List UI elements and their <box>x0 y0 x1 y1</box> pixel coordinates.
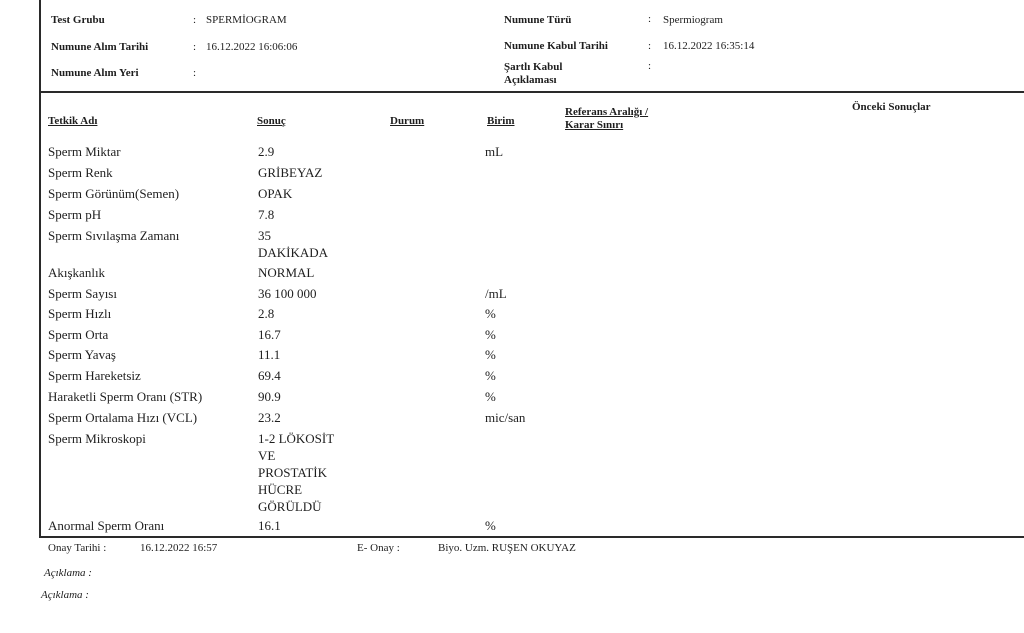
row-name: Sperm pH <box>48 207 102 222</box>
row-name: Sperm Miktar <box>48 144 121 159</box>
colon: : <box>648 13 652 25</box>
row-unit: % <box>485 368 496 383</box>
row-name: Sperm Yavaş <box>48 347 116 362</box>
row-name: Akışkanlık <box>48 265 106 280</box>
row-unit: % <box>485 389 496 404</box>
row-result: 90.9 <box>258 389 281 404</box>
col-sonuc: Sonuç <box>257 115 286 127</box>
row-unit: % <box>485 347 496 362</box>
row-unit: mL <box>485 144 504 159</box>
col-birim: Birim <box>487 115 515 127</box>
row-unit: % <box>485 306 496 321</box>
colon: : <box>193 14 197 26</box>
row-result: 7.8 <box>258 207 275 222</box>
col-durum: Durum <box>390 115 425 127</box>
table-bottom-divider <box>39 536 1024 538</box>
row-name: Sperm Ortalama Hızı (VCL) <box>48 410 198 425</box>
e-onay-value: Biyo. Uzm. RUŞEN OKUYAZ <box>438 542 576 554</box>
colon: : <box>193 41 197 53</box>
row-result: 2.9 <box>258 144 275 159</box>
row-name: Haraketli Sperm Oranı (STR) <box>48 389 203 404</box>
aciklama-note-2: Açıklama : <box>41 589 89 601</box>
row-name: Sperm Görünüm(Semen) <box>48 186 180 201</box>
numune-kabul-tarihi-value: 16.12.2022 16:35:14 <box>663 40 755 52</box>
row-result: 1-2 LÖKOSİT VE PROSTATİK HÜCRE GÖRÜLDÜ <box>258 431 335 514</box>
row-name: Sperm Renk <box>48 165 113 180</box>
numune-alim-tarihi-value: 16.12.2022 16:06:06 <box>206 41 298 53</box>
row-result: 35 DAKİKADA <box>258 228 329 260</box>
test-grubu-value: SPERMİOGRAM <box>206 14 287 26</box>
e-onay-label: E- Onay : <box>357 542 400 554</box>
row-name: Sperm Orta <box>48 327 109 342</box>
col-onceki-sonuclar: Önceki Sonuçlar <box>852 101 931 113</box>
row-result: 23.2 <box>258 410 281 425</box>
row-result: GRİBEYAZ <box>258 165 323 180</box>
row-unit: /mL <box>485 286 507 301</box>
row-name: Sperm Sayısı <box>48 286 117 301</box>
row-result: 16.1 <box>258 518 281 533</box>
row-result: NORMAL <box>258 265 315 280</box>
numune-alim-tarihi-label: Numune Alım Tarihi <box>51 41 149 53</box>
row-name: Sperm Hızlı <box>48 306 112 321</box>
colon: : <box>648 60 652 72</box>
numune-turu-value: Spermiogram <box>663 14 723 26</box>
aciklama-note-1: Açıklama : <box>44 567 92 579</box>
row-result: 36 100 000 <box>258 286 317 301</box>
row-name: Sperm Sıvılaşma Zamanı <box>48 228 180 243</box>
row-result: OPAK <box>258 186 293 201</box>
row-result: 69.4 <box>258 368 281 383</box>
row-unit: % <box>485 327 496 342</box>
onay-tarihi-label: Onay Tarihi : <box>48 542 107 554</box>
colon: : <box>648 40 652 52</box>
row-unit: mic/san <box>485 410 526 425</box>
row-result: 16.7 <box>258 327 281 342</box>
row-result: 2.8 <box>258 306 275 321</box>
row-unit: % <box>485 518 496 533</box>
header-divider <box>39 91 1024 93</box>
col-tetkik-adi: Tetkik Adı <box>48 115 98 127</box>
sartli-kabul-label: Şartlı Kabul Açıklaması <box>504 61 563 86</box>
row-name: Sperm Hareketsiz <box>48 368 141 383</box>
row-name: Sperm Mikroskopi <box>48 431 146 446</box>
col-referans: Referans Aralığı / Karar Sınırı <box>565 106 649 131</box>
numune-alim-yeri-label: Numune Alım Yeri <box>51 67 139 79</box>
row-result: 11.1 <box>258 347 281 362</box>
numune-kabul-tarihi-label: Numune Kabul Tarihi <box>504 40 608 52</box>
row-name: Anormal Sperm Oranı <box>48 518 165 533</box>
frame-left-border <box>39 0 41 537</box>
colon: : <box>193 67 197 79</box>
numune-turu-label: Numune Türü <box>504 14 572 26</box>
test-grubu-label: Test Grubu <box>51 14 105 26</box>
onay-tarihi-value: 16.12.2022 16:57 <box>140 542 218 554</box>
